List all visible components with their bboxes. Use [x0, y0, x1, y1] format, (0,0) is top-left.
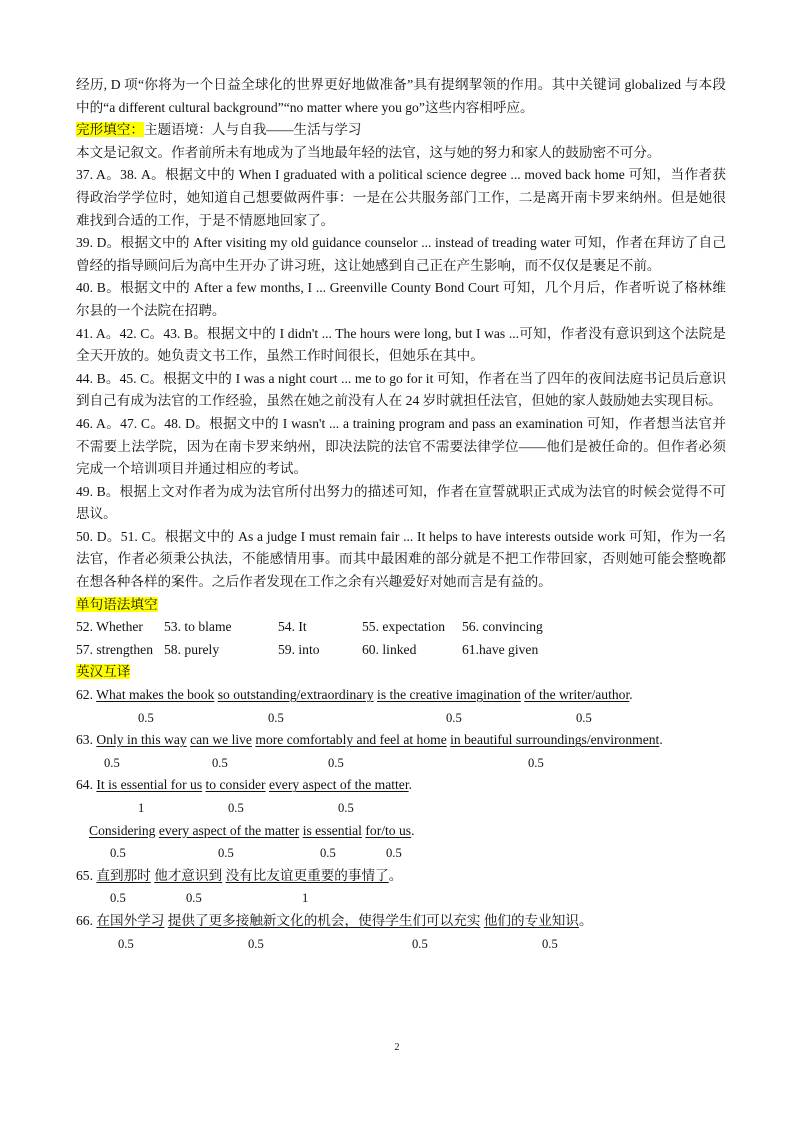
translation-66	[76, 910, 726, 933]
segment: 没有比友谊更重要的事情了	[225, 867, 389, 883]
scores-65	[76, 887, 726, 910]
score: 0.5	[576, 710, 592, 725]
score: 0.5	[268, 710, 284, 725]
paragraph-reading-d: 经历, D 项“你将为一个日益全球化的世界更好地做准备”具有提纲挈领的作用。其中关键词 globalized 与本段中的“a different cultural background”“no matter where you go”这些内容相呼应。	[76, 77, 726, 115]
page-number: 2	[394, 1042, 400, 1053]
cloze-heading: 完形填空：	[76, 122, 144, 138]
grammar-answer: 52. Whether	[76, 619, 143, 635]
question-number: 66.	[76, 912, 93, 928]
score: 1	[302, 891, 309, 906]
punct: .	[659, 732, 663, 748]
cloze-heading-line	[76, 119, 726, 142]
segment: to consider	[205, 777, 266, 793]
punct: 。	[579, 912, 593, 928]
grammar-answer: 55. expectation	[362, 619, 446, 635]
score: 0.5	[186, 891, 202, 906]
score: 0.5	[104, 755, 120, 770]
answer-44-45: 44. B。45. C。根据文中的 I was a night court ... me to go for it 可知，作者在当了四年的夜间法庭书记员后意识到自己有成为法官的工作经验，虽然在她之前没有人在 24 岁时就担任法官，但她的家人鼓励她去实现目标。	[76, 370, 726, 409]
score: 0.5	[338, 801, 354, 815]
translation-65	[76, 865, 726, 888]
score: 0.5	[412, 936, 428, 951]
segment: can we live	[190, 732, 252, 748]
score: 0.5	[228, 801, 244, 815]
grammar-answer: 56. convincing	[462, 619, 543, 635]
grammar-answer: 59. into	[278, 641, 320, 657]
grammar-answer: 53. to blame	[164, 619, 232, 635]
cloze-intro: 本文是记叙文。作者前所未有地成为了当地最年轻的法官，这与她的努力和家人的鼓励密不可分。	[76, 144, 661, 160]
scores-66	[76, 933, 726, 956]
grammar-answer: 54. It	[278, 619, 307, 635]
segment: 直到那时	[96, 867, 151, 883]
answer-37-38: 37. A。38. A。根据文中的 When I graduated with a political science degree ... moved back home 可知，当作者获得政治学学位时，她知道自己想要做两件事：一是在公共服务部门工作，二是离开南卡罗来纳州。但是她很难找到合适的工作，于是不情愿地回家了。	[76, 167, 726, 228]
segment: What makes the book	[96, 687, 215, 703]
question-number: 64.	[76, 777, 93, 793]
segment: is the creative imagination	[377, 687, 521, 703]
score: 0.5	[218, 846, 234, 861]
scores-62	[76, 707, 726, 730]
segment: so outstanding/extraordinary	[217, 687, 374, 703]
punct: 。	[388, 867, 403, 883]
segment: every aspect of the matter	[268, 777, 409, 793]
cloze-theme: 主题语境：人与自我——生活与学习	[143, 122, 362, 138]
scores-64	[76, 797, 726, 820]
segment: of the writer/author	[524, 687, 630, 703]
grammar-answer: 58. purely	[164, 641, 220, 657]
segment: 提供了更多接触新文化的机会，使得学生们可以充实	[167, 912, 481, 928]
segment: every aspect of the matter	[158, 822, 300, 838]
segment: It is essential for us	[96, 777, 203, 793]
segment: 他才意识到	[154, 867, 223, 883]
grammar-heading-line	[76, 594, 726, 617]
score: 0.5	[212, 755, 228, 770]
answer-41-43: 41. A。42. C。43. B。根据文中的 I didn't ... The hours were long, but I was ...可知，作者没有意识到这个法院是全天开放的。她负责文书工作，虽然工作时间很长，但她乐在其中。	[76, 325, 726, 364]
score: 0.5	[320, 846, 336, 861]
score: 0.5	[328, 755, 344, 770]
punct: .	[411, 822, 415, 838]
question-number: 65.	[76, 867, 93, 883]
punct: .	[629, 687, 633, 703]
grammar-row-1	[76, 616, 726, 639]
score: 0.5	[138, 710, 154, 725]
question-number: 63.	[76, 732, 93, 748]
grammar-heading: 单句语法填空	[76, 596, 158, 612]
translation-63	[76, 729, 726, 752]
score: 0.5	[542, 936, 558, 951]
score: 0.5	[446, 710, 462, 725]
answer-39: 39. D。根据文中的 After visiting my old guidance counselor ... instead of treading water 可知，作者在拜访了自己曾经的指导顾问后为高中生开办了讲习班，这让她感到自己正在产生影响，而不仅仅是裹足不前。	[76, 235, 726, 273]
translation-64-alt	[76, 820, 726, 843]
scores-64-alt	[76, 842, 726, 865]
grammar-answer: 57. strengthen	[76, 641, 154, 657]
grammar-row-2	[76, 639, 726, 662]
translation-62	[76, 684, 726, 707]
segment: 在国外学习	[96, 912, 165, 928]
segment: Only in this way	[96, 732, 187, 748]
answer-50-51: 50. D。51. C。根据文中的 As a judge I must remain fair ... It helps to have interests outside work 可知，作为一名法官，作者必须秉公执法，不能感情用事。而其中最困难的部分就是不把工作带回家，否则她可能会整晚都在想各种各样的案件。之后作者发现在工作之余有兴趣爱好对她而言是有益的。	[76, 528, 726, 590]
segment: Considering	[89, 822, 156, 838]
score: 0.5	[110, 891, 126, 906]
grammar-answer: 61.have given	[462, 641, 539, 657]
segment: for/to us	[365, 822, 412, 838]
answer-49: 49. B。根据上文对作者为成为法官所付出努力的描述可知，作者在宣誓就职正式成为法官的时候会觉得不可思议。	[76, 483, 726, 522]
segment: more comfortably and feel at home	[255, 732, 447, 748]
answer-46-48: 46. A。47. C。48. D。根据文中的 I wasn't ... a training program and pass an examination 可知，作者想当法官并不需要上法学院，因为在南卡罗来纳州，即决法院的法官不需要法律学位——他们是被任命的。但作者必须完成一个培训项目并通过相应的考试。	[76, 415, 726, 477]
translation-64	[76, 774, 726, 797]
answer-40: 40. B。根据文中的 After a few months, I ... Greenville County Bond Court 可知，几个月后，作者听说了格林维尔县的一个法院在招聘。	[76, 280, 726, 318]
segment: in beautiful surroundings/environment	[450, 732, 660, 748]
score: 1	[138, 801, 145, 815]
grammar-answer: 60. linked	[362, 641, 417, 657]
score: 0.5	[118, 936, 134, 951]
score: 0.5	[110, 846, 126, 861]
segment: is essential	[302, 822, 362, 838]
answer-key-page	[76, 74, 726, 955]
score: 0.5	[528, 755, 544, 770]
score: 0.5	[386, 846, 402, 861]
translate-heading: 英汉互译	[76, 664, 131, 680]
scores-63	[76, 752, 726, 775]
segment: 他们的专业知识	[483, 912, 579, 928]
translate-heading-line	[76, 661, 726, 684]
question-number: 62.	[76, 687, 93, 703]
punct: .	[408, 777, 413, 793]
score: 0.5	[248, 936, 264, 951]
